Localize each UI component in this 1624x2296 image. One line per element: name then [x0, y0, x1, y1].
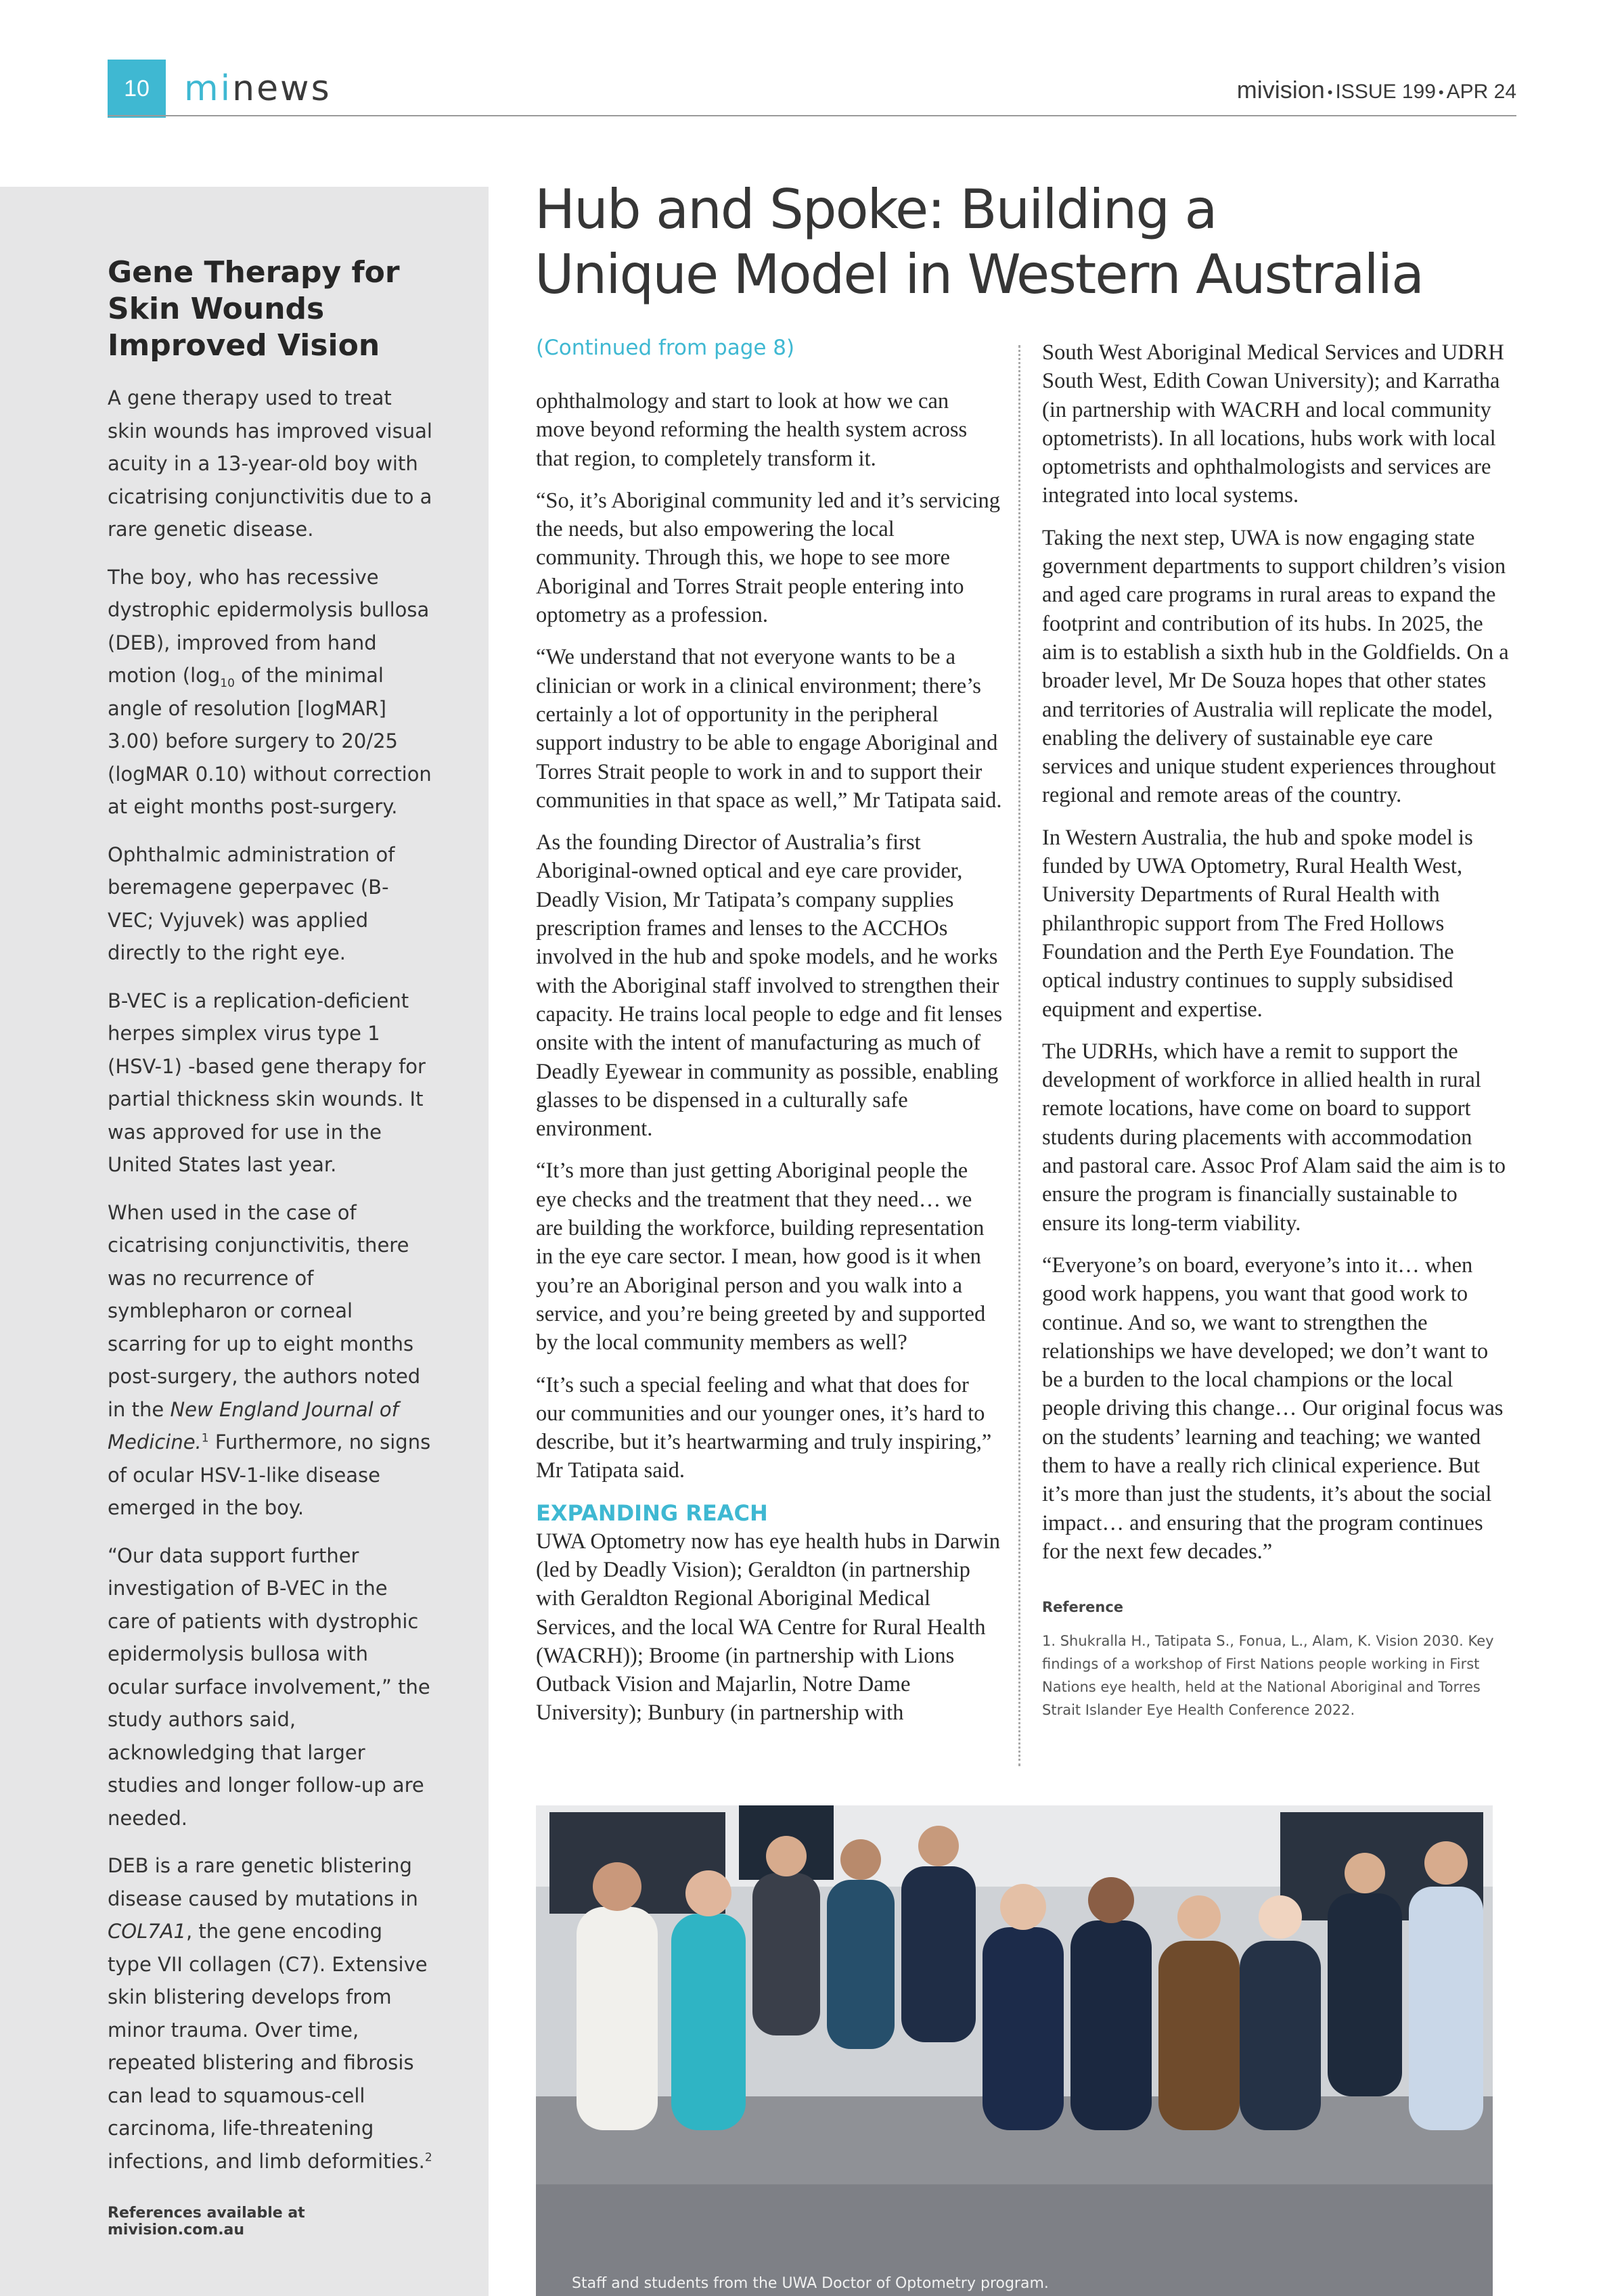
article-paragraph: “It’s such a special feeling and what that does for our communities and our younger ones, it’s hard to describe, but it’s heartwarming and truly inspiring,” Mr Tatipata said. — [536, 1372, 992, 1483]
article-paragraph: Taking the next step, UWA is now engaging state government departments to support children’s vision and aged care programs in rural areas to expand the footprint and contribution of its hubs. In 2025, the aim is to establish a sixth hub in the Goldfields. On a broader level, Mr De Souza hopes that other states and territories of Australia will replicate the model, enabling the delivery of sustainable eye care services and unique student experiences throughout regional and remote areas of the country. — [1042, 525, 1509, 808]
header-divider — [108, 115, 1516, 116]
text-run: DEB is a rare genetic blistering disease caused by mutations in — [108, 1854, 418, 1910]
section-subheading: EXPANDING REACH — [536, 1500, 768, 1526]
issue-info — [1237, 74, 1516, 108]
sidebar-title: Gene Therapy for Skin Wounds Improved Vision — [108, 255, 400, 363]
headline-line: Hub and Spoke: Building a — [535, 178, 1217, 241]
section-brand — [184, 65, 332, 112]
group-photo — [536, 1805, 1493, 2296]
article-paragraph: “Everyone’s on board, everyone’s into it… when good work happens, you want that good work to continue. And so, we want to strengthen the relationships we have developed; we don’t want to be a burden to the local champions or the local people driving this change… Our original focus was on the students’ learning and teaching; we wanted them to have a really rich clinical experience. But it’s more than just the students, it’s about the social impact… and ensuring that the program continues for the next few decades.” — [1042, 1253, 1504, 1564]
article-paragraph: “It’s more than just getting Aboriginal people the eye checks and the treatment that they need… we are building the workforce, building representation in the eye care sector. I mean, how good is it when you’re an Aboriginal person and you walk into a service, and you’re being greeted by and supported by the local community members as well? — [536, 1158, 986, 1355]
article-paragraph: “We understand that not everyone wants to be a clinician or work in a clinical environment; there’s certainly a lot of opportunity in the peripheral support industry to be able to engage Aboriginal and Torres Strait people to work in and to support their communities in that space as well,” Mr Tatipata said. — [536, 645, 1002, 813]
sidebar-paragraph: B-VEC is a replication-deficient herpes simplex virus type 1 (HSV-1) -based gene therapy for partial thickness skin wounds. It was approved for use in the United States last year. — [108, 989, 426, 1176]
subscript: 10 — [220, 676, 235, 690]
footnote-marker: 1 — [201, 1431, 209, 1445]
issue-number: ISSUE 199 — [1335, 81, 1436, 103]
issue-date: APR 24 — [1446, 81, 1516, 103]
text-run: When used in the case of cicatrising conjunctivitis, there was no recurrence of symblepharon or corneal scarring for up to eight months post-surgery, the authors noted in the — [108, 1200, 421, 1421]
bullet-separator: • — [1327, 83, 1333, 101]
magazine-name: mivision — [1236, 76, 1325, 104]
page-number: 10 — [108, 60, 166, 118]
brand-mi: mi — [184, 68, 233, 109]
footnote-marker: 2 — [424, 2150, 432, 2164]
sidebar-paragraph — [108, 1196, 432, 1525]
article-column-1 — [536, 387, 1003, 1741]
headline-line: Unique Model in Western Australia — [535, 243, 1423, 306]
bullet-separator: • — [1438, 83, 1444, 101]
text-run: The boy, who has recessive dystrophic epidermolysis bullosa (DEB), improved from hand motion (log — [108, 565, 430, 687]
brand-news: news — [232, 68, 332, 109]
article-paragraph: In Western Australia, the hub and spoke model is funded by UWA Optometry, Rural Health West, University Departments of Rural Health with philanthropic support from The Fred Hollows Foundation and the Perth Eye Foundation. The optical industry continues to supply subsidised equipment and expertise. — [1042, 825, 1473, 1022]
sidebar-paragraph: A gene therapy used to treat skin wounds has improved visual acuity in a 13-year-old boy with cicatrising conjunctivitis due to a rare genetic disease. — [108, 386, 432, 541]
article-paragraph: UWA Optometry now has eye health hubs in Darwin (led by Deadly Vision); Geraldton (in partnership with Geraldton Regional Aboriginal Medical Services, and the local WA Centre for Rural Health (WACRH)); Broome (in partnership with Lions Outback Vision and Majarlin, Notre Dame University); Bunbury (in partnership with — [536, 1529, 1000, 1726]
article-paragraph: ophthalmology and start to look at how we can move beyond reforming the health system across that region, to completely transform it. — [536, 389, 968, 471]
column-divider — [1018, 345, 1020, 1766]
text-run: of the minimal angle of resolution [logMAR] 3.00) before surgery to 20/25 (logMAR 0.10) without correction at eight months post-surgery. — [108, 664, 432, 818]
sidebar-paragraph: Ophthalmic administration of beremagene geperpavec (B-VEC; Vyjuvek) was applied directly to the right eye. — [108, 842, 395, 964]
sidebar-panel — [0, 187, 489, 2296]
article-paragraph: South West Aboriginal Medical Services and UDRH South West, Edith Cowan University); and Karratha (in partnership with WACRH and local community optometrists). In all locations, hubs work with local optometrists and ophthalmologists and services are integrated into local systems. — [1042, 340, 1504, 508]
sidebar-paragraph — [108, 1849, 432, 2178]
reference-heading: Reference — [1042, 1599, 1124, 1616]
sidebar-paragraph — [108, 561, 432, 824]
reference-text: 1. Shukralla H., Tatipata S., Fonua, L., Alam, K. Vision 2030. Key findings of a workshop of First Nations people working in First Nations eye health, held at the National Aboriginal and Torres Strait Islander Eye Health Conference 2022. — [1042, 1633, 1494, 1719]
reference-block — [1042, 1593, 1509, 1721]
sidebar-content — [108, 254, 432, 2238]
article-headline — [535, 177, 1516, 307]
group-photo-illustration — [536, 1805, 1493, 2296]
photo-caption: Staff and students from the UWA Doctor of Optometry program. — [572, 2275, 1049, 2292]
journal-name: New England Journal of Medicine. — [108, 1397, 399, 1454]
text-run: , the gene encoding type VII collagen (C7). Extensive skin blistering develops from minor trauma. Over time, repeated blistering and fibrosis can lead to squamous-cell carcinoma, life-threatening infections, and limb deformities. — [108, 1920, 428, 2173]
article-paragraph: “So, it’s Aboriginal community led and it’s servicing the needs, but also empowering the local community. Through this, we hope to see more Aboriginal and Torres Strait people entering into optometry as a profession. — [536, 488, 1001, 628]
sidebar-paragraph: “Our data support further investigation of B-VEC in the care of patients with dystrophic epidermolysis bullosa with ocular surface involvement,” the study authors said, acknowledging that larger studies and longer follow-up are needed. — [108, 1544, 430, 1830]
article-paragraph: The UDRHs, which have a remit to support the development of workforce in allied health in rural remote locations, have come on board to support students during placements with accommodation and pastoral care. Assoc Prof Alam said the aim is to ensure the program is financially sustainable to ensure its long-term viability. — [1042, 1039, 1506, 1236]
continued-note: (Continued from page 8) — [536, 336, 795, 360]
text-run: Furthermore, no signs of ocular HSV-1-like disease emerged in the boy. — [108, 1431, 431, 1519]
sidebar-references: References available at mivision.com.au — [108, 2205, 305, 2238]
gene-name: COL7A1 — [108, 1920, 186, 1943]
article-paragraph: As the founding Director of Australia’s first Aboriginal-owned optical and eye care provider, Deadly Vision, Mr Tatipata’s company supplies prescription frames and lenses to the ACCHOs involved in the hub and spoke models, and he works with the Aboriginal staff involved to strengthen their capacity. He trains local people to edge and fit lenses onsite with the intent of manufacturing as much of Deadly Eyewear in community as possible, enabling glasses to be dispensed in a culturally safe environment. — [536, 830, 1003, 1142]
article-column-2 — [1042, 338, 1509, 1721]
